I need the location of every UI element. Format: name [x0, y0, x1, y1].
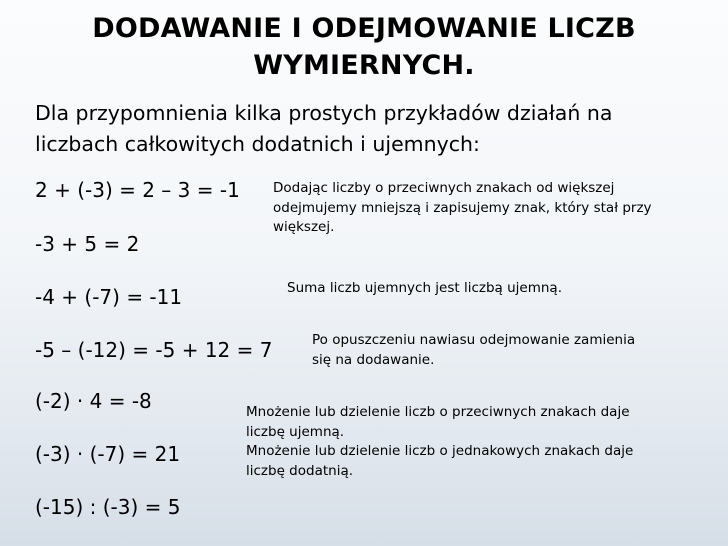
- note-line: liczbę dodatnią.: [246, 462, 354, 479]
- equation-4: -5 – (-12) = -5 + 12 = 7: [35, 338, 273, 362]
- note-opposite-signs-addition: [273, 179, 652, 238]
- note-line: liczbę ujemną.: [246, 423, 345, 440]
- slide-title-line-1: DODAWANIE I ODEJMOWANIE LICZB: [92, 13, 636, 44]
- intro-line-1: Dla przypomnienia kilka prostych przykładów działań na: [35, 101, 613, 125]
- equation-3: -4 + (-7) = -11: [35, 285, 183, 309]
- equation-5: (-2) · 4 = -8: [35, 389, 152, 413]
- note-line: się na dodawanie.: [312, 351, 435, 368]
- slide-title: [40, 10, 688, 84]
- note-line: Suma liczb ujemnych jest liczbą ujemną.: [287, 280, 562, 296]
- note-multiplication-division: [246, 403, 633, 481]
- note-line: Mnożenie lub dzielenie liczb o jednakowych znakach daje: [246, 443, 634, 459]
- note-negative-sum: [287, 279, 562, 299]
- equation-7: (-15) : (-3) = 5: [35, 495, 181, 519]
- note-line: odejmujemy mniejszą i zapisujemy znak, który stał przy: [273, 199, 652, 216]
- note-line: Dodając liczby o przeciwnych znakach od większej: [273, 180, 615, 196]
- slide-title-line-2: WYMIERNYCH.: [253, 50, 475, 81]
- intro-line-2: liczbach całkowitych dodatnich i ujemnych:: [35, 132, 480, 156]
- note-line: większej.: [273, 219, 335, 235]
- note-line: Po opuszczeniu nawiasu odejmowanie zamienia: [312, 332, 636, 348]
- note-parentheses: [312, 331, 635, 370]
- equation-6: (-3) · (-7) = 21: [35, 442, 181, 466]
- equation-1: 2 + (-3) = 2 – 3 = -1: [35, 178, 240, 202]
- note-line: Mnożenie lub dzielenie liczb o przeciwnych znakach daje: [246, 404, 630, 420]
- intro-text: [35, 98, 715, 160]
- equation-2: -3 + 5 = 2: [35, 232, 140, 256]
